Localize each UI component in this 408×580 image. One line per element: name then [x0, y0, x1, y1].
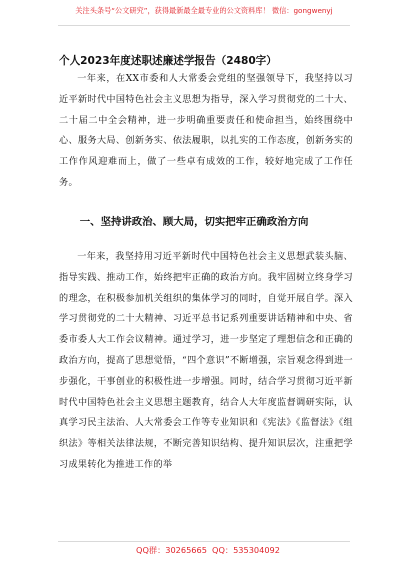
qq-group-number: QQ群：30265665 [136, 545, 207, 555]
section-heading [59, 213, 359, 228]
document-title: 个人2023年度述职述廉述学报告（2480字） [59, 55, 277, 67]
section-heading-text: 一、坚持讲政治、顾大局，切实把牢正确政治方向 [79, 216, 309, 228]
section-paragraph: 一年来，我坚持用习近平新时代中国特色社会主义思想武装头脑、指导实践、推动工作，始终把牢正确的政治方向。我牢固树立终身学习的理念，在积极参加机关组织的集体学习的同时，自觉开展自学。深入学习贯彻党的二十大精神、习近平总书记系列重要讲话精神和中央、省委市委人大工作会议精神。通过学习，进一步坚定了理想信念和正确的政治方向，提高了思想觉悟，“四个意识”不断增强，宗旨观念得到进一步强化，干事创业的积极性进一步增强。同时，结合学习贯彻习近平新时代中国特色社会主义思想主题教育，结合人大年度监督调研实际，认真学习民主法治、人大常委会工作等专业知识和《宪法》《监督法》《组织法》等相关法律法规，不断完善知识结构、提升知识层次，注重把学习成果转化为推进工作的举 [59, 252, 353, 470]
header-divider [58, 25, 350, 26]
qq-number: QQ：535304092 [212, 545, 280, 555]
footer-divider [58, 541, 350, 542]
promo-banner: 关注头条号“公文研究”，获得最新最全最专业的公文资料库！ 微信：gongwenyj [75, 6, 333, 15]
intro-paragraph: 一年来，在XX市委和人大常委会党组的坚强领导下，我坚持以习近平新时代中国特色社会主义思想为指导，深入学习贯彻党的二十大、二十届二中全会精神，进一步明确重要责任和使命担当，始终围绕中心、服务大局、创新务实、依法履职，以扎实的工作态度，创新务实的工作作风迎难而上，做了一些卓有成效的工作，较好地完成了工作任务。 [59, 74, 353, 188]
